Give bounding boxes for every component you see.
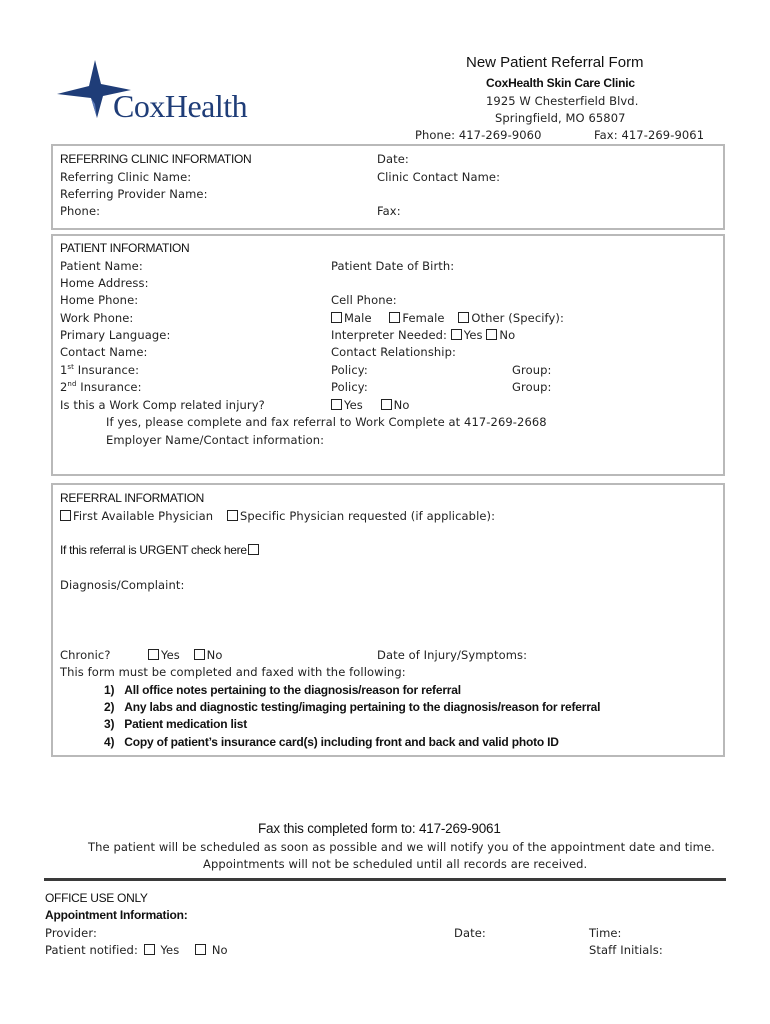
clinic-fax: Fax: 417-269-9061: [594, 128, 705, 142]
referring-clinic-name-field[interactable]: Referring Clinic Name:: [60, 170, 192, 184]
date-of-birth-field[interactable]: Patient Date of Birth:: [331, 259, 455, 273]
policy-2-field[interactable]: Policy:: [331, 380, 368, 394]
chronic-options: [148, 648, 222, 662]
patient-name-field[interactable]: Patient Name:: [60, 259, 143, 273]
primary-language-field[interactable]: Primary Language:: [60, 328, 171, 342]
work-comp-question: Is this a Work Comp related injury?: [60, 398, 265, 412]
form-title: New Patient Referral Form: [466, 54, 644, 71]
checkbox-icon: [331, 399, 342, 410]
specific-physician-checkbox[interactable]: Specific Physician requested (if applicable):: [227, 509, 495, 523]
section-heading: REFERRAL INFORMATION: [60, 491, 205, 505]
first-available-checkbox[interactable]: First Available Physician: [60, 509, 213, 523]
requirement-item: 3) Patient medication list: [104, 717, 248, 731]
appointment-info-heading: Appointment Information:: [45, 908, 188, 922]
referral-info-section: [51, 483, 725, 757]
interpreter-needed-field: Interpreter Needed: Yes No: [331, 328, 516, 342]
male-checkbox[interactable]: Male: [331, 311, 372, 325]
notified-yes-checkbox[interactable]: Yes: [144, 943, 180, 957]
chronic-no-checkbox[interactable]: No: [194, 648, 223, 662]
work-comp-yes-checkbox[interactable]: Yes: [331, 398, 363, 412]
requirement-item: 4) Copy of patient’s insurance card(s) including front and back and valid photo ID: [104, 735, 559, 749]
contact-name-field[interactable]: Contact Name:: [60, 345, 148, 359]
diagnosis-complaint-field[interactable]: Diagnosis/Complaint:: [60, 578, 185, 592]
checkbox-icon: [381, 399, 392, 410]
referring-phone-field[interactable]: Phone:: [60, 204, 101, 218]
first-insurance-field[interactable]: 1st Insurance:: [60, 363, 140, 377]
requirement-item: 2) Any labs and diagnostic testing/imaging pertaining to the diagnosis/reason for referral: [104, 700, 601, 714]
clinic-phone: Phone: 417-269-9060: [415, 128, 542, 142]
checkbox-icon: [227, 510, 238, 521]
clinic-name: CoxHealth Skin Care Clinic: [486, 76, 635, 90]
other-checkbox[interactable]: Other (Specify):: [458, 311, 564, 325]
checkbox-icon: [486, 329, 497, 340]
divider: [44, 878, 726, 881]
home-address-field[interactable]: Home Address:: [60, 276, 149, 290]
referring-fax-field[interactable]: Fax:: [377, 204, 401, 218]
chronic-question: Chronic?: [60, 648, 111, 662]
office-use-heading: OFFICE USE ONLY: [45, 891, 148, 905]
clinic-contact-name-field[interactable]: Clinic Contact Name:: [377, 170, 501, 184]
work-comp-options: [331, 398, 409, 412]
coxhealth-logo: [55, 58, 285, 128]
records-notice: Appointments will not be scheduled until all records are received.: [203, 857, 588, 871]
group-2-field[interactable]: Group:: [512, 380, 552, 394]
notified-no-checkbox[interactable]: No: [195, 943, 228, 957]
section-heading: REFERRING CLINIC INFORMATION: [60, 152, 252, 166]
fax-instructions: Fax this completed form to: 417-269-9061: [258, 821, 501, 836]
checkbox-icon: [194, 649, 205, 660]
cell-phone-field[interactable]: Cell Phone:: [331, 293, 397, 307]
checkbox-icon: [389, 312, 400, 323]
clinic-address-1: 1925 W Chesterfield Blvd.: [486, 94, 639, 108]
employer-contact-field[interactable]: Employer Name/Contact information:: [106, 433, 325, 447]
section-heading: PATIENT INFORMATION: [60, 241, 190, 255]
requirement-item: 1) All office notes pertaining to the diagnosis/reason for referral: [104, 683, 461, 697]
logo-wordmark: CoxHealth: [113, 88, 248, 124]
checkbox-icon: [458, 312, 469, 323]
office-date-field[interactable]: Date:: [454, 926, 486, 940]
provider-field[interactable]: Provider:: [45, 926, 97, 940]
checkbox-icon: [60, 510, 71, 521]
staff-initials-field[interactable]: Staff Initials:: [589, 943, 663, 957]
clinic-address-2: Springfield, MO 65807: [495, 111, 626, 125]
group-1-field[interactable]: Group:: [512, 363, 552, 377]
referring-date-field[interactable]: Date:: [377, 152, 409, 166]
second-insurance-field[interactable]: 2nd Insurance:: [60, 380, 142, 394]
policy-1-field[interactable]: Policy:: [331, 363, 368, 377]
work-comp-no-checkbox[interactable]: No: [381, 398, 410, 412]
checkbox-icon: [248, 544, 259, 555]
interpreter-yes-checkbox[interactable]: Yes: [451, 328, 483, 342]
patient-notified-field: Patient notified: Yes No: [45, 943, 228, 957]
gender-options: [331, 311, 564, 325]
date-of-injury-field[interactable]: Date of Injury/Symptoms:: [377, 648, 528, 662]
work-comp-note: If yes, please complete and fax referral to Work Complete at 417-269-2668: [106, 415, 547, 429]
urgent-checkbox[interactable]: If this referral is URGENT check here: [60, 543, 261, 557]
scheduling-notice: The patient will be scheduled as soon as possible and we will notify you of the appointment date and time.: [88, 840, 715, 854]
work-phone-field[interactable]: Work Phone:: [60, 311, 134, 325]
office-time-field[interactable]: Time:: [589, 926, 622, 940]
checkbox-icon: [195, 944, 206, 955]
referring-provider-name-field[interactable]: Referring Provider Name:: [60, 187, 208, 201]
female-checkbox[interactable]: Female: [389, 311, 444, 325]
checkbox-icon: [144, 944, 155, 955]
checkbox-icon: [451, 329, 462, 340]
interpreter-no-checkbox[interactable]: No: [486, 328, 515, 342]
requirements-intro: This form must be completed and faxed with the following:: [60, 665, 406, 679]
chronic-yes-checkbox[interactable]: Yes: [148, 648, 180, 662]
checkbox-icon: [331, 312, 342, 323]
checkbox-icon: [148, 649, 159, 660]
home-phone-field[interactable]: Home Phone:: [60, 293, 139, 307]
contact-relationship-field[interactable]: Contact Relationship:: [331, 345, 456, 359]
